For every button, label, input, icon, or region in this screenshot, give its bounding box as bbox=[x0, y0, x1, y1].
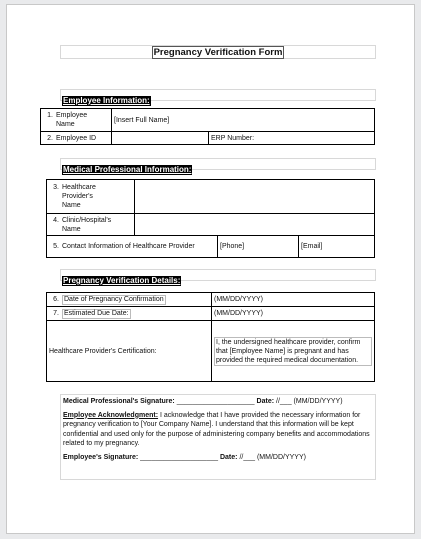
row-number: 7. bbox=[53, 309, 59, 317]
medical-date-field[interactable]: //___ (MM/DD/YYYY) bbox=[276, 398, 343, 405]
employee-name-value: [Insert Full Name] bbox=[114, 116, 170, 124]
employee-date-label: Date: bbox=[219, 453, 238, 461]
row-number: 5. bbox=[53, 243, 59, 250]
certification-text-cell bbox=[212, 321, 375, 382]
phone-placeholder: [Phone] bbox=[220, 243, 245, 250]
employee-name-label-cell bbox=[41, 109, 112, 132]
verification-table bbox=[46, 292, 375, 382]
provider-name-field[interactable] bbox=[135, 180, 375, 214]
employee-id-label: Employee ID bbox=[56, 134, 97, 142]
confirmation-date-field[interactable] bbox=[212, 293, 375, 307]
table-row bbox=[47, 236, 375, 258]
acknowledgment-text: I acknowledge that I have provided the necessary information for pregnancy verification to [Your Company Name]. I understand that this information will be kept confidential and used only for the purpose of administering company benefits and accommodations related to my pregnancy. bbox=[63, 411, 370, 447]
table-row bbox=[47, 180, 375, 214]
employee-id-label-cell bbox=[41, 132, 112, 145]
confirmation-date-label-cell bbox=[47, 293, 212, 307]
employee-name-field[interactable] bbox=[112, 109, 375, 132]
medical-signature-line bbox=[63, 397, 373, 407]
table-row bbox=[47, 321, 375, 382]
acknowledgment-label: Employee Acknowledgment: bbox=[63, 411, 159, 419]
signature-section bbox=[60, 394, 376, 480]
table-row bbox=[47, 293, 375, 307]
row-number: 4. bbox=[53, 216, 59, 224]
due-date-value: (MM/DD/YYYY) bbox=[214, 310, 263, 317]
employee-section-header bbox=[60, 89, 376, 105]
email-placeholder: [Email] bbox=[301, 243, 323, 250]
medical-signature-field[interactable]: ____________________ bbox=[176, 398, 255, 405]
page-title: Pregnancy Verification Form bbox=[153, 47, 283, 58]
verification-section-header bbox=[60, 269, 376, 285]
clinic-name-field[interactable] bbox=[135, 214, 375, 236]
provider-name-label: Healthcare Provider's Name bbox=[62, 184, 96, 209]
employee-id-field[interactable] bbox=[112, 132, 209, 145]
employee-signature-field[interactable]: ____________________ bbox=[140, 453, 219, 461]
row-number: 2. bbox=[47, 134, 53, 142]
certification-statement: I, the undersigned healthcare provider, confirm that [Employee Name] is pregnant and has provided the required medical documentation. bbox=[214, 337, 372, 366]
certification-label-cell bbox=[47, 321, 212, 382]
due-date-label-cell bbox=[47, 307, 212, 321]
medical-date-label: Date: bbox=[256, 398, 275, 405]
employee-signature-line bbox=[63, 453, 373, 463]
verification-section-heading: Pregnancy Verification Details: bbox=[63, 276, 181, 285]
employee-signature-label: Employee's Signature: bbox=[63, 453, 139, 461]
medical-table bbox=[46, 179, 375, 258]
erp-number-label: ERP Number: bbox=[211, 134, 255, 142]
due-date-field[interactable] bbox=[212, 307, 375, 321]
employee-name-label: Employee Name bbox=[56, 112, 88, 128]
confirmation-date-value: (MM/DD/YYYY) bbox=[214, 296, 263, 303]
employee-section-heading: Employee Information: bbox=[63, 96, 150, 105]
email-field[interactable] bbox=[299, 236, 375, 258]
table-row bbox=[47, 214, 375, 236]
due-date-label: Estimated Due Date: bbox=[64, 309, 129, 317]
certification-label: Healthcare Provider's Certification: bbox=[49, 347, 157, 355]
clinic-name-label-cell bbox=[47, 214, 135, 236]
employee-table bbox=[40, 108, 375, 145]
erp-number-field[interactable] bbox=[209, 132, 375, 145]
phone-field[interactable] bbox=[218, 236, 299, 258]
row-number: 6. bbox=[53, 295, 59, 303]
acknowledgment-paragraph bbox=[63, 411, 373, 449]
contact-info-label-cell bbox=[47, 236, 218, 258]
row-number: 1. bbox=[47, 112, 53, 119]
confirmation-date-label: Date of Pregnancy Confirmation bbox=[64, 295, 164, 303]
medical-section-heading: Medical Professional Information: bbox=[63, 165, 192, 174]
table-row bbox=[41, 109, 375, 132]
clinic-name-label: Clinic/Hospital's Name bbox=[62, 216, 112, 233]
table-row bbox=[41, 132, 375, 145]
employee-date-field[interactable]: //___ (MM/DD/YYYY) bbox=[239, 453, 306, 461]
medical-signature-label: Medical Professional's Signature: bbox=[63, 398, 175, 405]
title-box bbox=[60, 45, 376, 59]
document-page bbox=[6, 4, 415, 534]
contact-info-label: Contact Information of Healthcare Provider bbox=[62, 243, 195, 250]
table-row bbox=[47, 307, 375, 321]
row-number: 3. bbox=[53, 184, 59, 191]
medical-section-header bbox=[60, 158, 376, 174]
provider-name-label-cell bbox=[47, 180, 135, 214]
